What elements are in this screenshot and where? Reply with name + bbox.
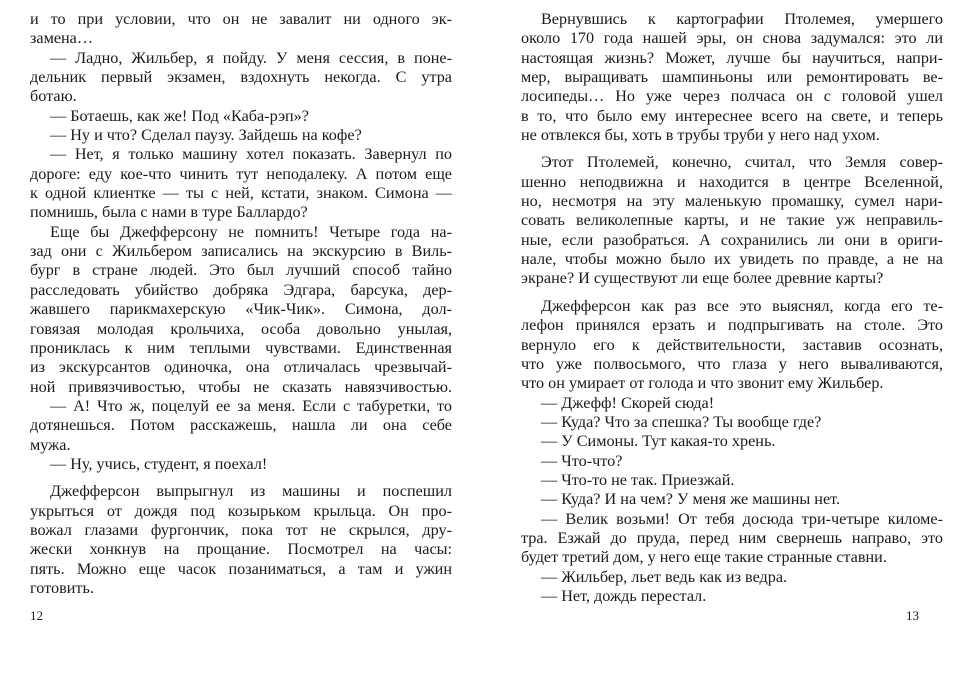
text-line: что уже полвосьмого, что глаза у него вываливаются, <box>521 354 943 373</box>
page-number-right: 13 <box>906 608 919 623</box>
text-line: дотянешься. Потом расскажешь, нашла ли она себе <box>30 416 452 435</box>
text-line: — Что-что? <box>541 451 623 470</box>
text-line: ные, если разобраться. А сохранились ли они в ориги- <box>521 230 943 249</box>
text-line: лефон принялся ерзать и подпрыгивать на столе. Это <box>521 316 943 335</box>
text-line: из экскурсантов одиночка, она отличалась чрезвычай- <box>30 358 452 377</box>
text-line: — Куда? Что за спешка? Ты вообще где? <box>541 412 822 431</box>
text-line: и то при условии, что он не завалит ни одного эк- <box>30 10 452 28</box>
paragraph-gap <box>521 289 943 297</box>
text-line: — Нет, я только машину хотел показать. Завернул по <box>50 145 452 164</box>
text-line: мер, выращивать шампиньоны или ремонтировать ве- <box>521 68 943 87</box>
text-line: — Ботаешь, как же! Под «Каба-рэп»? <box>50 106 309 125</box>
text-line: вернуло его к действительности, заставив осознать, <box>521 335 943 354</box>
text-line: — Куда? И на чем? У меня же машины нет. <box>541 490 841 509</box>
text-line: Еще бы Джефферсону не помнить! Четыре года на- <box>50 222 452 241</box>
text-line: не отвлекся бы, хоть в трубы труби у него над ухом. <box>521 126 880 145</box>
text-line: дороге: еду кое-что чинить тут неподалеку. А потом еще <box>30 164 452 183</box>
text-line: лосипеды… Но уже через полчаса он с головой ушел <box>521 87 943 106</box>
text-line: — Ну и что? Сделал паузу. Зайдешь на кофе? <box>50 126 362 145</box>
text-line: ботаю. <box>30 87 77 106</box>
paragraph-gap <box>30 474 452 482</box>
text-line: — Что-то не так. Приезжай. <box>541 470 735 489</box>
text-line: — Ладно, Жильбер, я пойду. У меня сессия, в поне- <box>50 48 452 67</box>
text-line: но, несмотря на эту маленькую промашку, сумел нари- <box>521 192 943 211</box>
text-line: — Ну, учись, студент, я поехал! <box>50 454 268 473</box>
text-line: вожал глазами фургончик, пока тот не скрылся, дру- <box>30 520 452 539</box>
text-line: будет третий дом, у него еще такие странные ставни. <box>521 548 887 567</box>
text-line: шенно неподвижна и находится в центре Вселенной, <box>521 172 943 191</box>
text-line: Этот Птолемей, конечно, считал, что Земля совер- <box>541 153 943 172</box>
text-line: ной привязчивостью, чтобы не сказать навязчивостью. <box>30 377 452 396</box>
text-line: совать великолепные карты, и не такие уж неправиль- <box>521 211 943 230</box>
text-line: зад они с Жильбером записались на экскурсию в Виль- <box>30 242 452 261</box>
text-line: Джефферсон выпрыгнул из машины и поспешил <box>50 482 452 501</box>
text-line: — Джефф! Скорей сюда! <box>541 393 715 412</box>
text-line: Джефферсон как раз все это выяснял, когда его те- <box>541 296 943 315</box>
text-line: настоящая жизнь? Может, лучше бы научиться, напри- <box>521 48 943 67</box>
text-line: помнишь, была с нами в туре Баллардо? <box>30 203 308 222</box>
left-page-text <box>30 10 452 598</box>
text-line: укрыться от дождя под козырьком крыльца. Он про- <box>30 501 452 520</box>
text-line: расследовать убийство добряка Эдгара, барсука, дер- <box>30 280 452 299</box>
text-line: тра. Езжай до пруда, перед ним свернешь направо, это <box>521 528 943 547</box>
page-number-left: 12 <box>30 608 43 623</box>
text-line: говязая молодая крольчиха, особа довольно унылая, <box>30 319 452 338</box>
text-line: к одной клиентке — ты с ней, кстати, знаком. Симона — <box>30 184 452 203</box>
text-line: жавшего парикмахерскую «Чик-Чик». Симона, дол- <box>30 300 452 319</box>
text-line: — Жильбер, льет ведь как из ведра. <box>541 567 788 586</box>
text-line: Вернувшись к картографии Птолемея, умершего <box>541 10 943 28</box>
text-line: — Велик возьми! От тебя досюда три-четыре киломе- <box>541 509 943 528</box>
text-line: что он умирает от голода и что звонит ему Жильбер. <box>521 374 884 393</box>
text-line: пять. Можно еще часок позаниматься, а там и ужин <box>30 559 452 578</box>
text-line: жески хонкнув на прощание. Посмотрел на часы: <box>30 540 452 559</box>
text-line: в то, что было ему интереснее всего на свете, и теперь <box>521 106 943 125</box>
text-line: бург в стране людей. Это был лучший способ тайно <box>30 261 452 280</box>
paragraph-gap <box>521 145 943 153</box>
text-line: — Нет, дождь перестал. <box>541 586 707 605</box>
text-line: мужа. <box>30 435 71 454</box>
text-line: — У Симоны. Тут какая-то хрень. <box>541 432 776 451</box>
text-line: прониклась к ним теплыми чувствами. Единственная <box>30 338 452 357</box>
text-line: около 170 года нашей эры, он снова задумался: это ли <box>521 29 943 48</box>
text-line: готовить. <box>30 578 94 597</box>
right-page-text <box>521 10 943 606</box>
text-line: дельник первый экзамен, вздохнуть некогда. С утра <box>30 68 452 87</box>
text-line: замена… <box>30 29 94 48</box>
text-line: — А! Что ж, поцелуй ее за меня. Если с табуретки, то <box>50 396 452 415</box>
text-line: экране? И существуют ли еще более древние карты? <box>521 269 884 288</box>
text-line: нале, чтобы можно было их увидеть по правде, а не на <box>521 250 943 269</box>
